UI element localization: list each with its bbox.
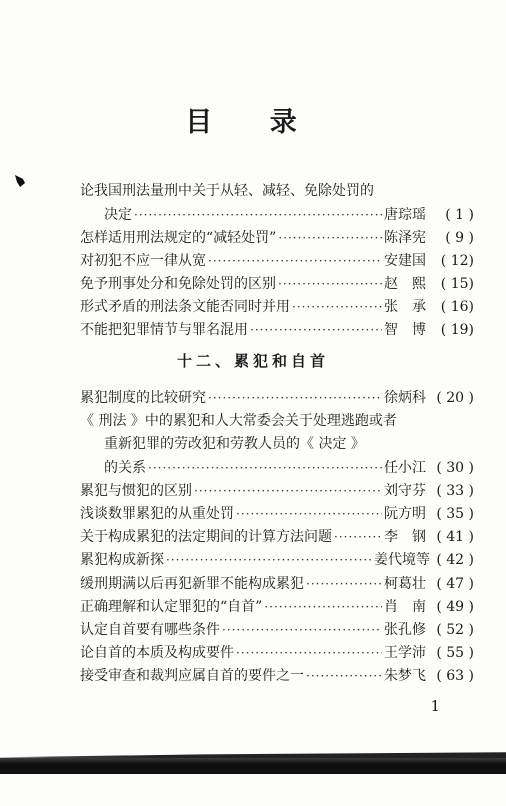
entry-author: 柯葛壮 — [384, 576, 426, 592]
toc-entry — [80, 527, 474, 547]
entry-page: ( 20 ) — [436, 390, 474, 406]
toc-entry — [80, 643, 474, 663]
entry-page: ( 35 ) — [436, 506, 474, 522]
toc-entry — [104, 205, 474, 225]
entry-page: ( 33 ) — [436, 483, 474, 499]
entry-page: ( 16) — [440, 299, 474, 315]
entry-title: 重新犯罪的劳改犯和劳教人员的《 决定 》 — [104, 436, 365, 452]
entry-title: 决定 — [104, 207, 132, 223]
entry-page: ( 63 ) — [436, 668, 474, 684]
entry-author: 王学沛 — [384, 645, 426, 661]
toc-entry — [80, 411, 474, 431]
entry-page: ( 15) — [440, 276, 474, 292]
entry-title: 论自首的本质及构成要件 — [80, 645, 234, 661]
entry-author: 阮方明 — [384, 506, 426, 522]
entry-title: 累犯制度的比较研究 — [80, 390, 206, 406]
leader-dots — [208, 251, 382, 271]
toc-entry — [104, 434, 474, 454]
toc-entry — [80, 597, 474, 617]
entry-title: 正确理解和认定罪犯的“自首” — [80, 599, 263, 615]
ink-blot-mark — [14, 174, 26, 188]
leader-dots — [334, 527, 382, 547]
entry-title: 怎样适用刑法规定的“减轻处罚” — [80, 230, 277, 246]
toc-entry — [80, 320, 474, 340]
leader-dots — [264, 597, 382, 617]
leader-dots — [148, 458, 382, 478]
entry-title: 认定自首要有哪些条件 — [80, 622, 220, 638]
leader-dots — [208, 388, 382, 408]
leader-dots — [278, 274, 382, 294]
entry-title: 免予刑事处分和免除处罚的区别 — [80, 276, 276, 292]
entry-page: ( 12) — [440, 253, 474, 269]
entry-page: ( 41 ) — [436, 529, 474, 545]
entry-author: 陈泽宪 — [384, 230, 426, 246]
entry-title: 浅谈数罪累犯的从重处罚 — [80, 506, 234, 522]
leader-dots — [292, 297, 382, 317]
entry-title: 形式矛盾的刑法条文能否同时并用 — [80, 299, 290, 315]
entry-page: ( 52 ) — [436, 622, 474, 638]
leader-dots — [222, 620, 382, 640]
entry-author: 肖 南 — [384, 599, 426, 615]
toc-entry — [80, 388, 474, 408]
leader-dots — [306, 666, 382, 686]
entry-title: 累犯构成新探 — [80, 552, 164, 568]
entry-author: 姜代境等 — [374, 552, 430, 568]
entry-author: 赵 熙 — [384, 276, 426, 292]
entry-page: ( 9 ) — [445, 230, 474, 246]
entry-author: 李 钢 — [384, 529, 426, 545]
toc-entry — [80, 620, 474, 640]
entry-page: ( 47 ) — [436, 576, 474, 592]
entry-author: 安建国 — [384, 253, 426, 269]
entry-author: 朱梦飞 — [384, 668, 426, 684]
entry-page: ( 55 ) — [436, 645, 474, 661]
toc-entry — [80, 251, 474, 271]
entry-page: ( 1 ) — [445, 207, 474, 223]
entry-author: 唐琮瑶 — [384, 207, 426, 223]
entry-title: 接受审查和裁判应属自首的要件之一 — [80, 668, 304, 684]
leader-dots — [134, 205, 382, 225]
leader-dots — [236, 643, 382, 663]
entry-title: 累犯与惯犯的区别 — [80, 483, 192, 499]
toc-entry — [80, 666, 474, 686]
toc-entry — [80, 297, 474, 317]
entry-title: 不能把犯罪情节与罪名混用 — [80, 322, 248, 338]
entry-author: 张 承 — [384, 299, 426, 315]
section-heading: 十二、累犯和自首 — [176, 352, 329, 370]
toc-entry — [80, 228, 474, 248]
entry-author: 张孔修 — [384, 622, 426, 638]
entry-title: 对初犯不应一律从宽 — [80, 253, 206, 269]
leader-dots — [278, 228, 382, 248]
entry-title: 论我国刑法量刑中关于从轻、减轻、免除处罚的 — [80, 183, 374, 199]
toc-entry — [80, 181, 450, 201]
entry-author: 徐炳科 — [384, 390, 426, 406]
leader-dots — [166, 550, 372, 570]
entry-page: ( 49 ) — [436, 599, 474, 615]
leader-dots — [306, 574, 382, 594]
entry-author: 智 博 — [384, 322, 426, 338]
leader-dots — [250, 320, 382, 340]
entry-page: ( 19) — [440, 322, 474, 338]
entry-title: 的关系 — [104, 460, 146, 476]
scan-edge-bar — [0, 758, 506, 774]
entry-author: 任小江 — [384, 460, 426, 476]
page-number: 1 — [430, 697, 440, 715]
page-title: 目 录 — [185, 107, 321, 138]
entry-page: ( 30 ) — [436, 460, 474, 476]
leader-dots — [194, 481, 382, 501]
entry-title: 缓刑期满以后再犯新罪不能构成累犯 — [80, 576, 304, 592]
toc-entry — [80, 574, 474, 594]
entry-title: 关于构成累犯的法定期间的计算方法问题 — [80, 529, 332, 545]
entry-page: ( 42 ) — [436, 552, 474, 568]
entry-title: 《 刑法 》中的累犯和人大常委会关于处理逃跑或者 — [80, 413, 397, 429]
toc-entry — [80, 274, 474, 294]
toc-entry — [104, 458, 474, 478]
toc-entry — [80, 481, 474, 501]
leader-dots — [236, 504, 382, 524]
entry-author: 刘守芬 — [384, 483, 426, 499]
toc-entry — [80, 550, 474, 570]
toc-entry — [80, 504, 474, 524]
